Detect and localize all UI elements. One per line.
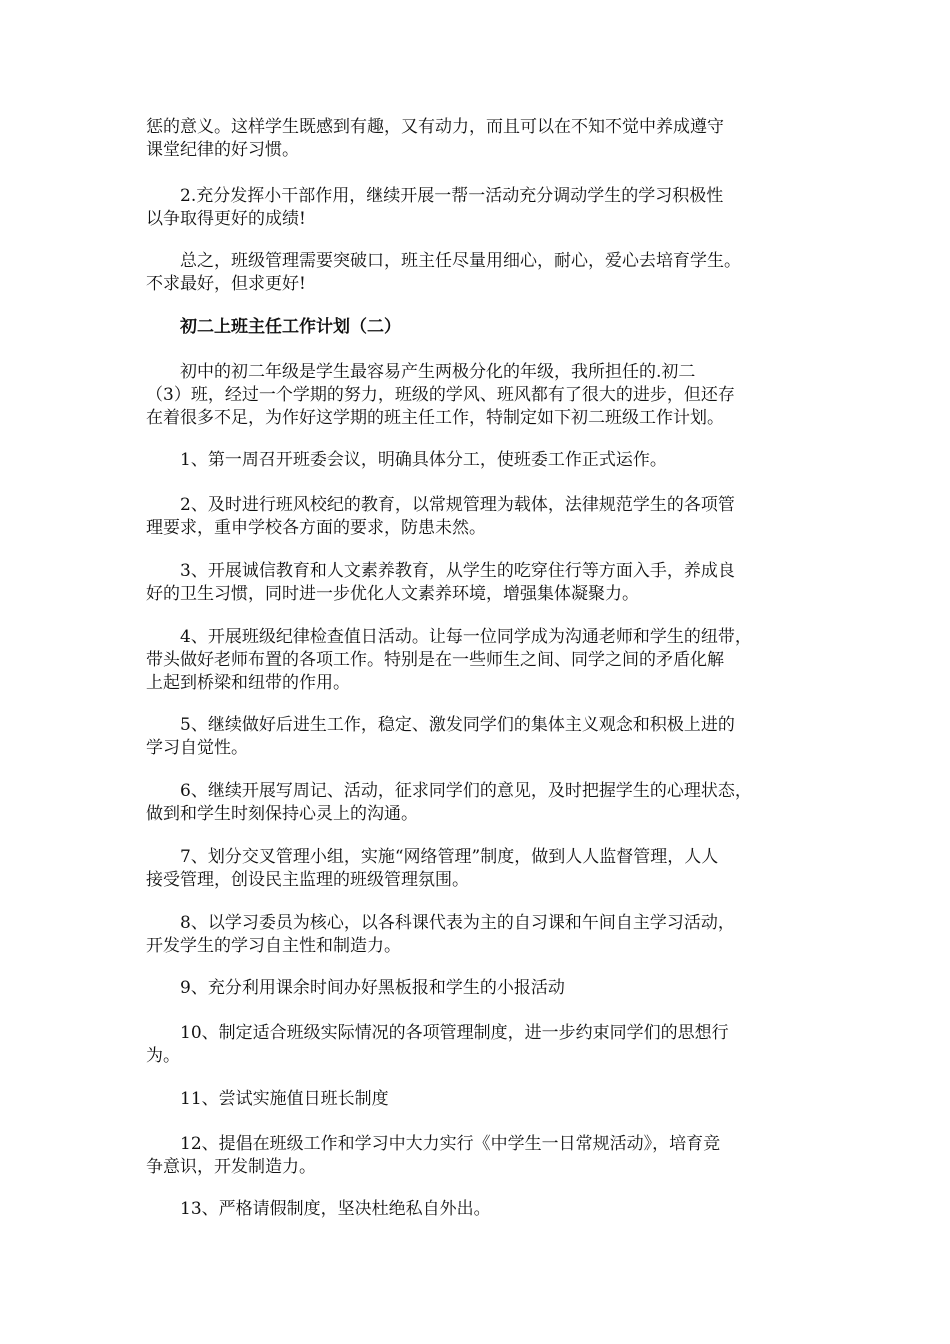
list-item-12 bbox=[146, 1133, 822, 1179]
text-line: 2.充分发挥小干部作用，继续开展一帮一活动充分调动学生的学习积极性 bbox=[180, 186, 724, 206]
list-item-4 bbox=[146, 626, 822, 695]
text-line: 6、继续开展写周记、活动，征求同学们的意见，及时把握学生的心理状态， bbox=[180, 781, 752, 801]
text-line: 不求最好，但求更好! bbox=[146, 274, 306, 294]
text-line: 11、尝试实施值日班长制度 bbox=[180, 1089, 389, 1109]
list-item-3 bbox=[146, 560, 822, 606]
text-line: 9、充分利用课余时间办好黑板报和学生的小报活动 bbox=[180, 978, 565, 998]
list-item-13 bbox=[146, 1198, 822, 1221]
paragraph-item-2 bbox=[146, 185, 822, 231]
text-line: 为。 bbox=[146, 1046, 180, 1066]
text-line: 初中的初二年级是学生最容易产生两极分化的年级，我所担任的.初二 bbox=[180, 362, 696, 382]
text-line: 5、继续做好后进生工作，稳定、激发同学们的集体主义观念和积极上进的 bbox=[180, 715, 735, 735]
text-line: 13、严格请假制度，坚决杜绝私自外出。 bbox=[180, 1199, 491, 1219]
text-line: 理要求，重申学校各方面的要求，防患未然。 bbox=[146, 518, 486, 538]
text-line: 惩的意义。这样学生既感到有趣，又有动力，而且可以在不知不觉中养成遵守 bbox=[146, 117, 724, 137]
paragraph-intro bbox=[146, 361, 822, 430]
text-line: 4、开展班级纪律检查值日活动。让每一位同学成为沟通老师和学生的纽带， bbox=[180, 627, 752, 647]
list-item-2 bbox=[146, 494, 822, 540]
section-heading bbox=[146, 316, 822, 339]
list-item-6 bbox=[146, 780, 822, 826]
text-line: 争意识，开发制造力。 bbox=[146, 1157, 316, 1177]
text-line: 12、提倡在班级工作和学习中大力实行《中学生一日常规活动》，培育竞 bbox=[180, 1134, 721, 1154]
list-item-8 bbox=[146, 912, 822, 958]
text-line: 总之，班级管理需要突破口，班主任尽量用细心，耐心，爱心去培育学生。 bbox=[180, 251, 741, 271]
text-line: 7、划分交叉管理小组，实施“网络管理”制度，做到人人监督管理，人人 bbox=[180, 847, 719, 867]
list-item-11 bbox=[146, 1088, 822, 1111]
heading-text: 初二上班主任工作计划（二） bbox=[180, 317, 401, 337]
list-item-9 bbox=[146, 977, 822, 1000]
list-item-1 bbox=[146, 449, 822, 472]
text-line: 课堂纪律的好习惯。 bbox=[146, 140, 299, 160]
list-item-10 bbox=[146, 1022, 822, 1068]
text-line: 2、及时进行班风校纪的教育，以常规管理为载体，法律规范学生的各项管 bbox=[180, 495, 735, 515]
text-line: 接受管理，创设民主监理的班级管理氛围。 bbox=[146, 870, 469, 890]
paragraph-summary bbox=[146, 250, 822, 296]
list-item-7 bbox=[146, 846, 822, 892]
text-line: 开发学生的学习自主性和制造力。 bbox=[146, 936, 401, 956]
text-line: 带头做好老师布置的各项工作。特别是在一些师生之间、同学之间的矛盾化解 bbox=[146, 650, 724, 670]
text-line: 3、开展诚信教育和人文素养教育，从学生的吃穿住行等方面入手，养成良 bbox=[180, 561, 735, 581]
text-line: 上起到桥梁和纽带的作用。 bbox=[146, 673, 350, 693]
text-line: 学习自觉性。 bbox=[146, 738, 248, 758]
text-line: （3）班，经过一个学期的努力，班级的学风、班风都有了很大的进步，但还存 bbox=[146, 385, 735, 405]
list-item-5 bbox=[146, 714, 822, 760]
text-line: 以争取得更好的成绩! bbox=[146, 209, 306, 229]
text-line: 1、第一周召开班委会议，明确具体分工，使班委工作正式运作。 bbox=[180, 450, 667, 470]
text-line: 10、制定适合班级实际情况的各项管理制度，进一步约束同学们的思想行 bbox=[180, 1023, 729, 1043]
text-line: 8、以学习委员为核心，以各科课代表为主的自习课和午间自主学习活动， bbox=[180, 913, 735, 933]
paragraph-continuation bbox=[146, 116, 822, 162]
text-line: 好的卫生习惯，同时进一步优化人文素养环境，增强集体凝聚力。 bbox=[146, 584, 639, 604]
text-line: 在着很多不足，为作好这学期的班主任工作，特制定如下初二班级工作计划。 bbox=[146, 408, 724, 428]
text-line: 做到和学生时刻保持心灵上的沟通。 bbox=[146, 804, 418, 824]
